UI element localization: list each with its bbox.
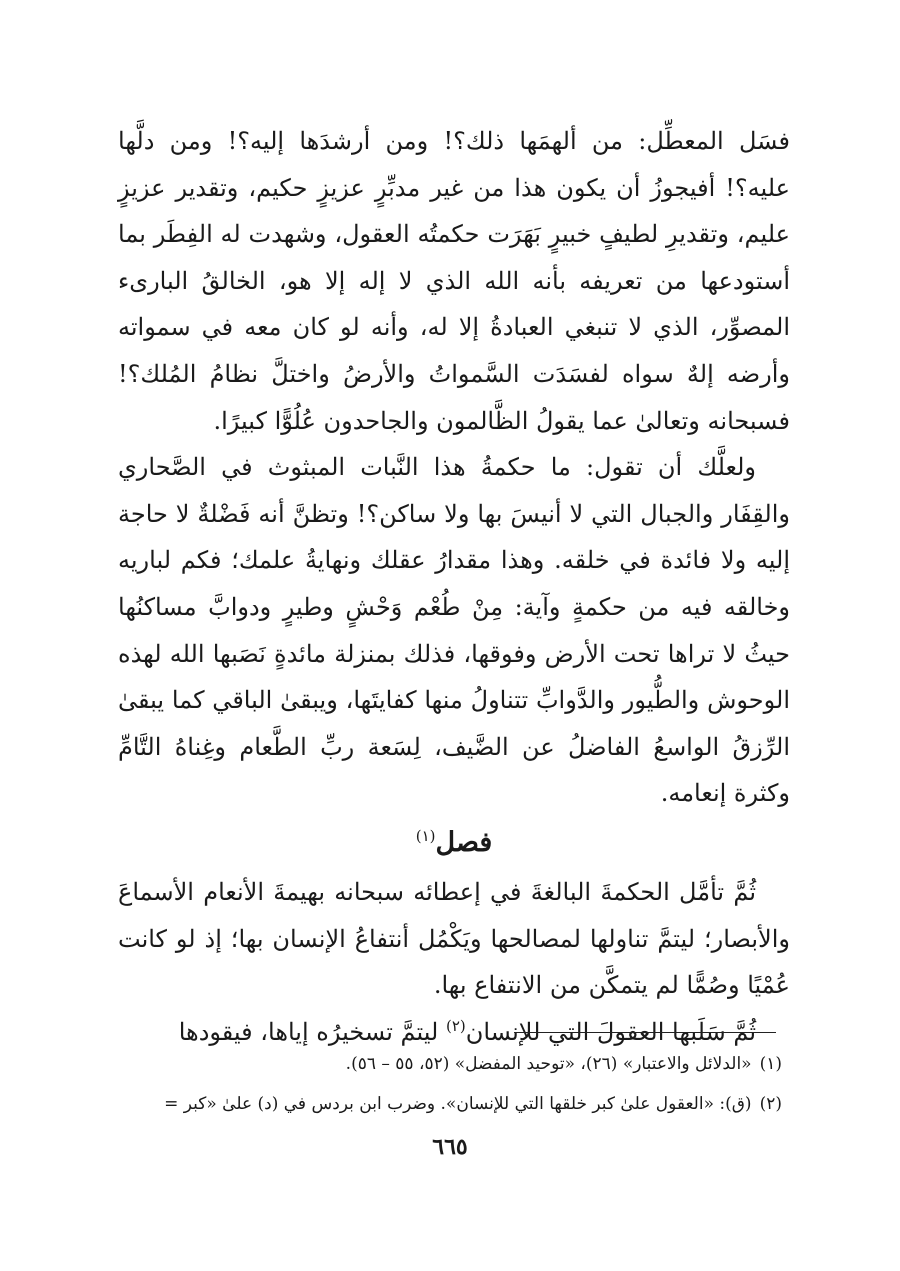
- paragraph-3: ثُمَّ تأمَّل الحكمةَ البالغةَ في إعطائه سبحانه بهيمةَ الأنعام الأسماعَ والأبصار؛ ليتمَّ تناولها لمصالحها ويَكْمُل أنتفاعُ الإنسان بها؛ إذ لو كانت عُمْيًا وصُمًّا لم يتمكَّن من الانتفاع بها.: [118, 877, 790, 1000]
- paragraph-1: فسَل المعطِّل: من ألهمَها ذلك؟! ومن أرشدَها إليه؟! ومن دلَّها عليه؟! أفيجوزُ أن يكون هذا من غير مدبِّرٍ عزيزٍ حكيم، وتقدير عزيزٍ عليم، وتقديرِ لطيفٍ خبيرٍ بَهَرَت حكمتُه العقول، وشهدت له الفِطَر بما أستودعها من تعريفه بأنه الله الذي لا إله إلا هو، الخالقُ البارىء المصوِّر، الذي لا تنبغي العبادةُ إلا له، وأنه لو كان معه في سمواته وأرضه إلهٌ سواه لفسَدَت السَّمواتُ والأرضُ واختلَّ نظامُ المُلك؟! فسبحانه وتعالىٰ عما يقولُ الظَّالمون والجاحدون عُلُوًّا كبيرًا.: [118, 127, 791, 435]
- footnote-divider: [514, 1032, 776, 1033]
- footnote-2: [118, 1084, 782, 1124]
- footnote-1-number: (١): [759, 1054, 782, 1074]
- section-heading: [118, 817, 790, 869]
- section-heading-text: فصل: [435, 826, 493, 858]
- footnote-2-number: (٢): [759, 1094, 782, 1114]
- footnote-1: [118, 1044, 782, 1084]
- paragraph-4-start: ثُمَّ سَلَبها العقولَ التي للإنسان: [465, 1017, 756, 1046]
- footnote-ref-1[interactable]: (١): [415, 826, 436, 845]
- footnote-2-text: (ق): «العقول علىٰ كبر خلقها التي للإنسان». وضرب ابن بردس في (د) علىٰ «كبر =: [164, 1094, 752, 1114]
- footnotes: [118, 1044, 782, 1124]
- paragraph-4-end: ليتمَّ تسخيرُه إياها، فيقودها: [178, 1017, 446, 1046]
- footnote-1-text: «الدلائل والاعتبار» (٢٦)، «توحيد المفضل» (٥٢، ٥٥ – ٥٦).: [345, 1054, 752, 1074]
- footnote-ref-2[interactable]: (٢): [445, 1016, 466, 1035]
- page-number: ٦٦٥: [432, 1134, 468, 1160]
- page-body: [118, 118, 790, 1055]
- paragraph-2: ولعلَّك أن تقول: ما حكمةُ هذا النَّبات المبثوث في الصَّحاري والقِفَار والجبال التي لا أنيسَ بها ولا ساكن؟! وتظنَّ أنه فَضْلةٌ لا حاجة إليه ولا فائدة في خلقه. وهذا مقدارُ عقلك ونهايةُ علمك؛ فكم لباريه وخالقه فيه من حكمةٍ وآية: مِنْ طُعْم وَحْشٍ وطيرٍ ودوابَّ مساكنُها حيثُ لا تراها تحت الأرض وفوقها، فذلك بمنزلة مائدةٍ نَصَبها الله لهذه الوحوش والطُّيور والدَّوابِّ تتناولُ منها كفايتَها، ويبقىٰ الباقي كما يبقىٰ الرِّزقُ الواسعُ الفاضلُ عن الضَّيف، لِسَعة ربِّ الطَّعام وغِناهُ التَّامِّ وكثرة إنعامه.: [118, 453, 791, 808]
